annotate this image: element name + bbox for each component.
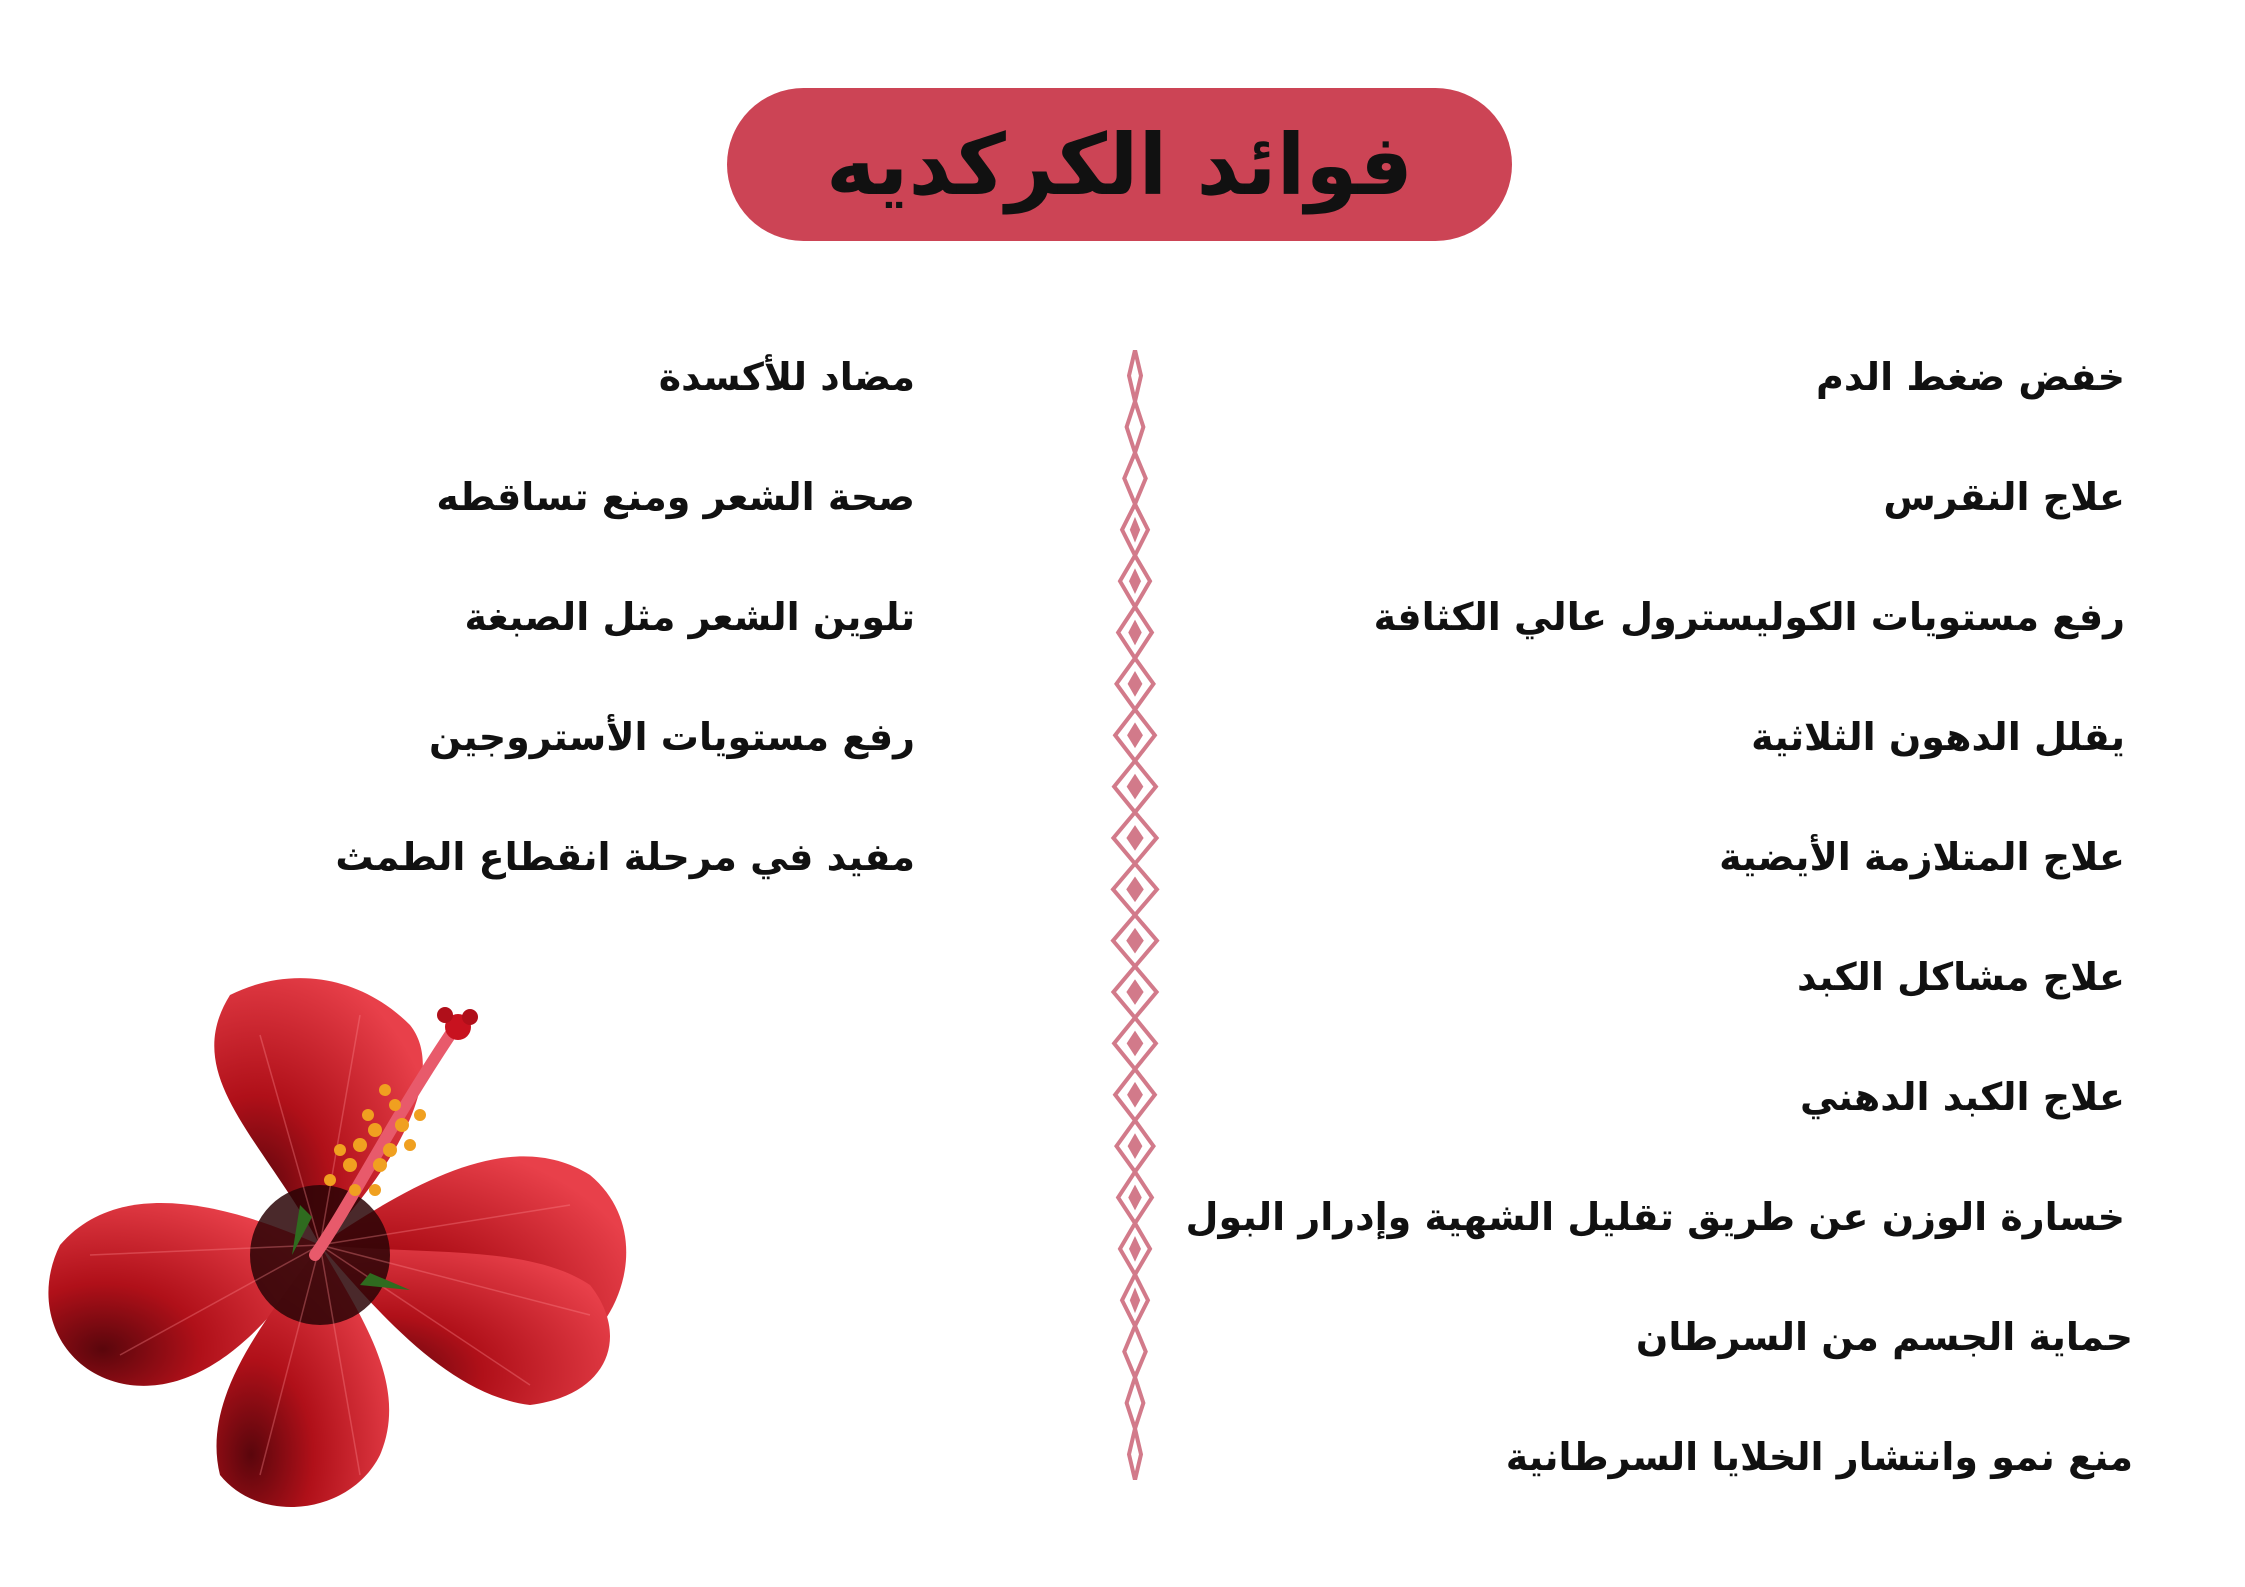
divider-diamond-inner	[1126, 876, 1144, 902]
divider-diamond-inner	[1128, 620, 1142, 646]
list-item: خفض ضغط الدم	[1816, 355, 2125, 399]
divider-diamond-inner	[1130, 1287, 1140, 1313]
divider-diamond	[1129, 1429, 1141, 1480]
divider-diamond-inner	[1129, 568, 1141, 594]
list-item: علاج مشاكل الكبد	[1797, 955, 2125, 999]
list-item: علاج النقرس	[1883, 475, 2125, 519]
list-item: رفع مستويات الكوليسترول عالي الكثافة	[1373, 595, 2125, 639]
list-item: تلوين الشعر مثل الصبغة	[464, 595, 915, 639]
divider-diamond-inner	[1126, 825, 1143, 851]
list-item: خسارة الوزن عن طريق تقليل الشهية وإدرار البول	[1185, 1195, 2125, 1239]
divider-diamond-inner	[1127, 722, 1143, 748]
list-item: علاج المتلازمة الأيضية	[1719, 835, 2125, 879]
list-item: صحة الشعر ومنع تساقطه	[436, 475, 915, 519]
divider-diamond-inner	[1130, 517, 1140, 543]
diamond-chain-divider	[1110, 350, 1160, 1480]
divider-diamond-inner	[1128, 1185, 1142, 1211]
divider-diamond-inner	[1126, 979, 1143, 1005]
divider-diamond-inner	[1129, 1236, 1141, 1262]
hibiscus-flower-icon	[30, 955, 680, 1525]
list-item: مضاد للأكسدة	[658, 355, 915, 399]
list-item: حماية الجسم من السرطان	[1635, 1315, 2133, 1359]
list-item: رفع مستويات الأستروجين	[429, 715, 915, 759]
list-item: مفيد في مرحلة انقطاع الطمث	[335, 835, 915, 879]
divider-diamond	[1124, 1326, 1145, 1377]
divider-diamond-inner	[1128, 1133, 1143, 1159]
divider-diamond	[1129, 350, 1141, 401]
divider-diamond	[1124, 453, 1145, 504]
divider-diamond-inner	[1128, 671, 1143, 697]
divider-diamond-inner	[1127, 1031, 1144, 1057]
list-item: منع نمو وانتشار الخلايا السرطانية	[1505, 1435, 2133, 1479]
divider-diamond	[1127, 1377, 1144, 1428]
divider-diamond-inner	[1127, 1082, 1143, 1108]
list-item: يقلل الدهون الثلاثية	[1751, 715, 2125, 759]
page-title: فوائد الكركديه	[825, 115, 1414, 214]
divider-diamond	[1127, 401, 1144, 452]
title-banner	[727, 88, 1512, 241]
list-item: علاج الكبد الدهني	[1799, 1075, 2125, 1119]
divider-diamond-inner	[1126, 928, 1144, 954]
divider-diamond-inner	[1127, 774, 1144, 800]
